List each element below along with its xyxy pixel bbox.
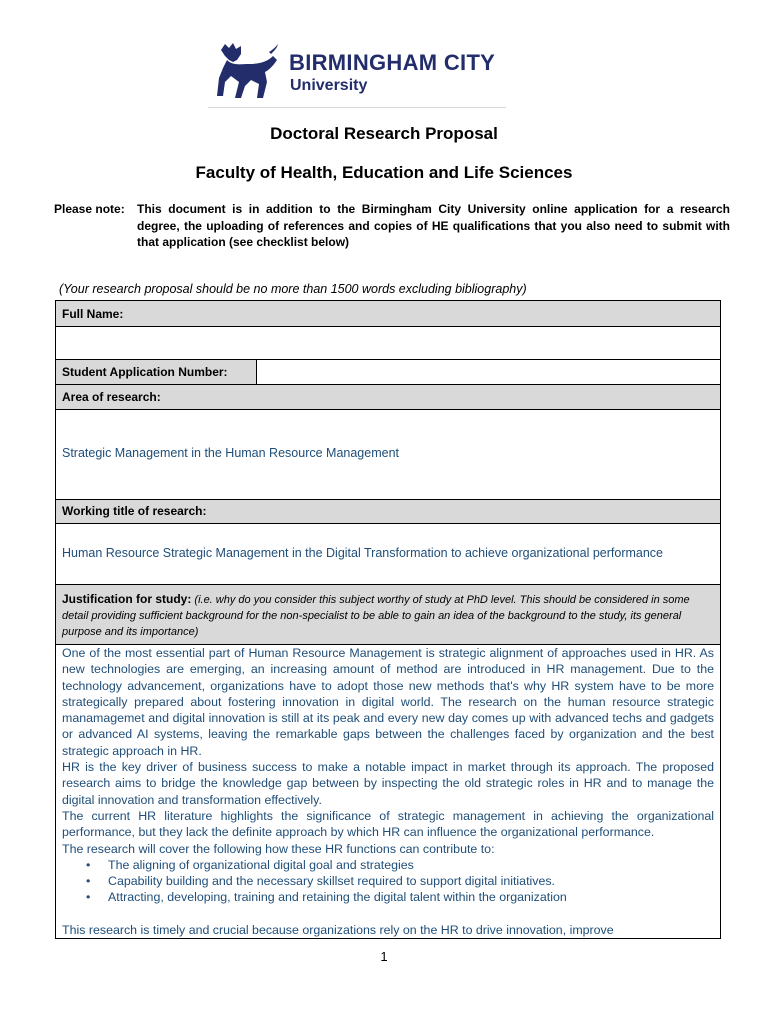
bullet-item: • The aligning of organizational digital goal and strategies (62, 857, 714, 873)
note-label: Please note: (54, 202, 125, 216)
note-text: This document is in addition to the Birmingham City University online application for a research degree, the uploading of references and copies of HE qualifications that you also need to submit with that application (see checklist below) (137, 202, 730, 249)
justification-body (62, 645, 714, 938)
area-of-research-label-row (56, 385, 720, 410)
page-number: 1 (380, 949, 388, 964)
working-title-field[interactable] (56, 524, 720, 585)
justification-label: Justification for study: (62, 592, 192, 606)
working-title-value: Human Resource Strategic Management in the Digital Transformation to achieve organizational performance (62, 546, 664, 560)
justification-paragraph: The current HR literature highlights the significance of strategic management in achieving the organizational performance, but they lack the definite approach by which HR can influence the organizational performance. (62, 808, 714, 840)
justification-field[interactable] (56, 645, 720, 939)
university-logo (215, 42, 505, 100)
student-application-row (56, 360, 720, 385)
justification-heading (62, 591, 712, 640)
area-of-research-value: Strategic Management in the Human Resource Management (62, 446, 399, 460)
logo-divider (208, 107, 506, 108)
full-name-label: Full Name: (62, 307, 124, 321)
logo-text-line2: University (290, 77, 368, 94)
logo-text-line1: BIRMINGHAM CITY (289, 50, 496, 75)
area-of-research-field[interactable] (56, 410, 720, 500)
student-application-label: Student Application Number: (62, 365, 228, 379)
bullet-item: • Capability building and the necessary skillset required to support digital initiatives. (62, 873, 714, 889)
working-title-label: Working title of research: (62, 504, 207, 518)
working-title-label-row (56, 500, 720, 524)
justification-paragraph: One of the most essential part of Human Resource Management is strategic alignment of approaches used in HR. As new technologies are emerging, an increasing amount of method are introduced in HR management. Due to the technology advancement, organizations have to adopt those new methods that's why HR system have to be more strategically prepared about fostering innovation in digital world. The research on the human resource strategic manamagemet and digital innovation is still at its peak and every new day comes up with advanced techs and gadgets or advanced AI systems, leaving the remarkable gaps between the challenges faced by organization and the best strategic approach in HR. (62, 646, 714, 758)
document-title: Doctoral Research Proposal (270, 124, 498, 143)
proposal-form-table (55, 300, 721, 939)
justification-paragraph: The research will cover the following how these HR functions can contribute to: (62, 841, 495, 856)
justification-closing: This research is timely and crucial because organizations rely on the HR to drive innovation, improve (62, 922, 614, 937)
full-name-field[interactable] (56, 327, 720, 360)
justification-paragraph: HR is the key driver of business success to make a notable impact in market through its approach. The proposed research aims to bridge the knowledge gap between by inspecting the old strategic roles in HR and to manage the digital innovation and transformation effectively. (62, 760, 714, 807)
student-application-field[interactable] (257, 360, 720, 384)
faculty-title: Faculty of Health, Education and Life Sciences (195, 163, 573, 182)
word-limit-instruction: (Your research proposal should be no more than 1500 words excluding bibliography) (59, 282, 527, 296)
full-name-label-row (56, 301, 720, 327)
justification-label-row (56, 585, 720, 645)
justification-hint: (i.e. why do you consider this subject worthy of study at PhD level. This should be considered in some detail providing sufficient background for the non-specialist to be able to gain an idea of the background to the study, its general purpose and its importance) (62, 594, 690, 638)
bullet-item: • Attracting, developing, training and retaining the digital talent within the organization (62, 889, 714, 905)
area-of-research-label: Area of research: (62, 390, 161, 404)
lion-crest-icon (215, 42, 279, 100)
